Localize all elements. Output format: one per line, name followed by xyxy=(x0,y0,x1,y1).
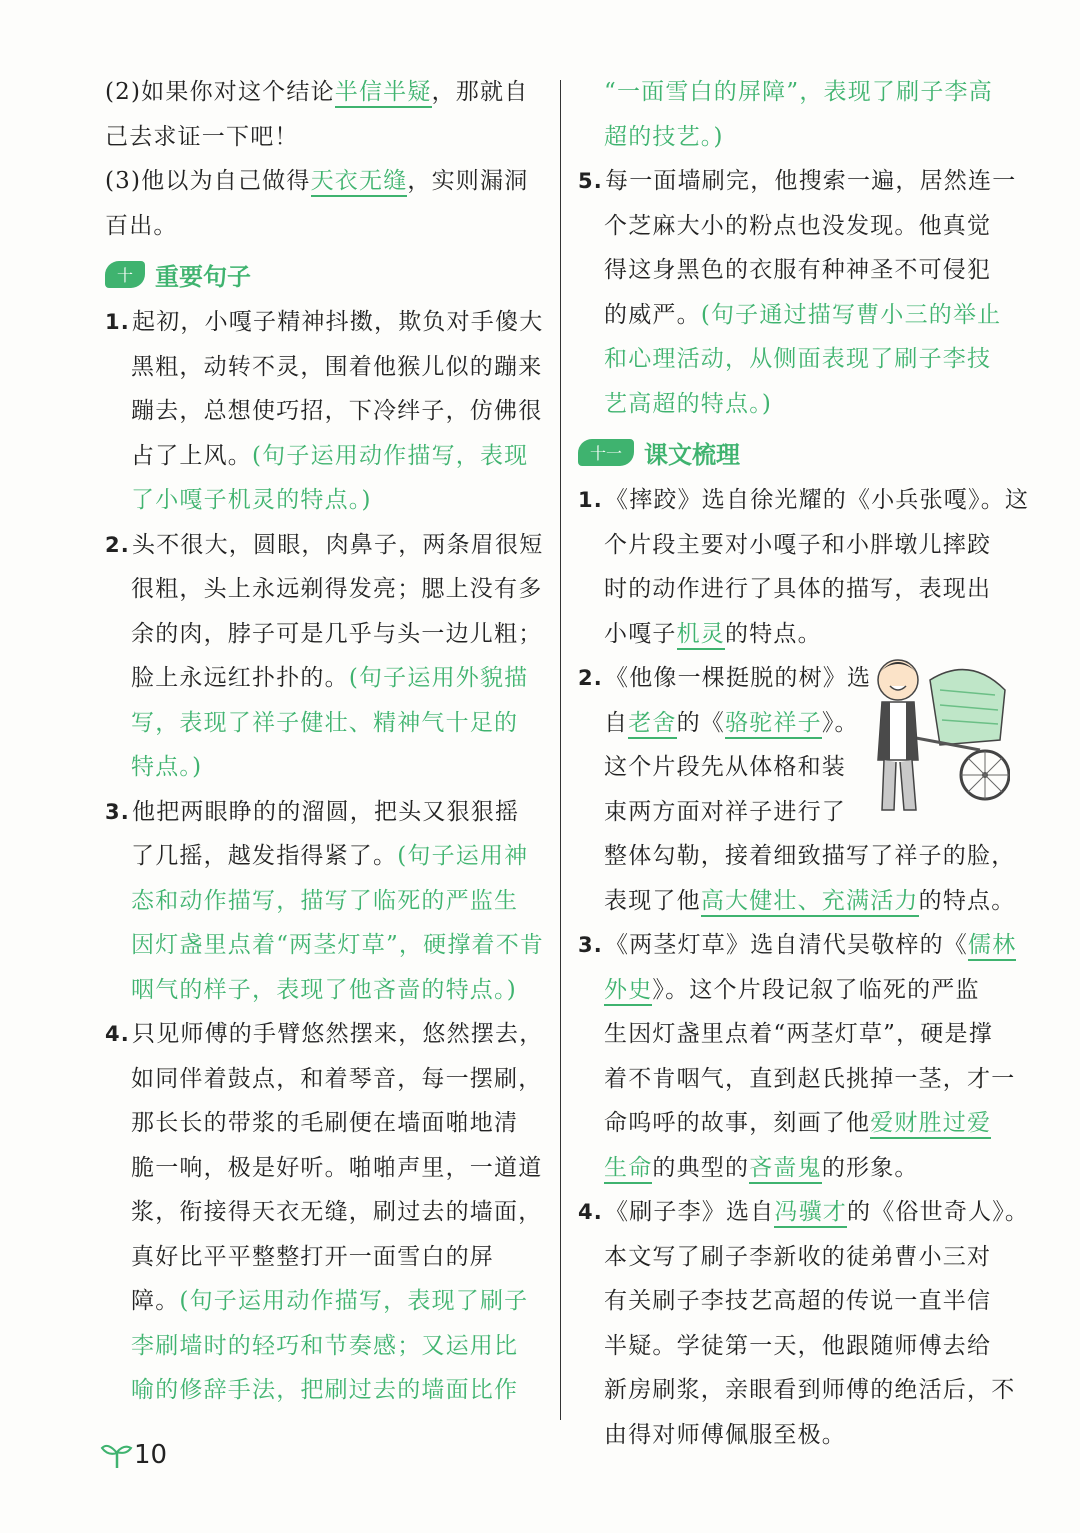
text-line: 得这身黑色的衣服有种神圣不可侵犯 xyxy=(604,257,992,283)
page-number-text: 10 xyxy=(134,1440,168,1470)
text-line xyxy=(105,834,545,879)
text: 《刷子李》选自 xyxy=(605,1199,775,1225)
annotation-line: 和心理活动，从侧面表现了刷子李技 xyxy=(604,346,992,372)
answer-underlined: 骆驼祥子 xyxy=(725,710,822,739)
text-line xyxy=(105,70,545,115)
item-number: 1. xyxy=(105,310,130,334)
text-line: 脆一响，极是好听。啪啪声里，一道道 xyxy=(131,1154,543,1181)
annotation-line: 写，表现了祥子健壮、精神气十足的 xyxy=(131,709,519,736)
text: 他把两眼睁的的溜圆，把头又狠狠摇 xyxy=(132,798,520,825)
text-line: 由得对师傅佩服至极。 xyxy=(604,1421,846,1448)
text: 的特点。 xyxy=(918,887,1016,914)
text-line: 如同伴着鼓点，和着琴音，每一摆刷， xyxy=(131,1065,543,1092)
text: 》。这个片段记叙了临死的严监 xyxy=(652,976,980,1003)
answer-underlined: 高大健壮、充满活力 xyxy=(701,888,919,917)
summary-4 xyxy=(578,1190,1030,1235)
text-line: 很粗，头上永远剃得发亮；腮上没有多 xyxy=(131,576,543,602)
text-line: 真好比平平整整打开一面雪白的屏 xyxy=(131,1243,494,1270)
text: 《摔跤》选自徐光耀的《小兵张嘎》。这 xyxy=(605,487,1030,513)
item-number: 1. xyxy=(578,488,603,512)
annotation: (句子运用动作描写，表现 xyxy=(252,442,529,469)
text-line: 时的动作进行了具体的描写，表现出 xyxy=(604,576,992,602)
text: 的典型的 xyxy=(652,1154,750,1181)
text: 的形象。 xyxy=(821,1154,919,1181)
text-line xyxy=(105,656,545,701)
page-number xyxy=(100,1440,167,1470)
text: 了几摇，越发指得紧了。 xyxy=(131,843,398,869)
text-line: 着不肯咽气，直到赵氏挑掉一茎，才一 xyxy=(604,1065,1016,1092)
text: 头不很大，圆眼，肉鼻子，两条眉很短 xyxy=(132,531,544,558)
text: 障。 xyxy=(131,1288,180,1314)
text: 表现了他 xyxy=(604,887,701,914)
item-number: 4. xyxy=(105,1022,130,1046)
text: 起初，小嘎子精神抖擞，欺负对手傻大 xyxy=(132,309,544,335)
text: 占了上风。 xyxy=(131,442,252,469)
text-line: 那长长的带浆的毛刷便在墙面啪地清 xyxy=(131,1110,519,1136)
annotation: (句子运用神 xyxy=(397,843,529,869)
text-line xyxy=(578,293,1018,338)
answer-underlined: 天衣无缝 xyxy=(311,168,408,197)
sentence-4 xyxy=(105,1012,545,1057)
annotation-line: 态和动作描写，描写了临死的严监生 xyxy=(131,887,519,914)
answer-underlined: 机灵 xyxy=(677,621,725,650)
sentence-3 xyxy=(105,790,545,835)
text-line: 生因灯盏里点着“两茎灯草”，硬是撑 xyxy=(604,1021,993,1047)
text-line: 黑粗，动转不灵，围着他猴儿似的蹦来 xyxy=(131,353,543,380)
sentence-2 xyxy=(105,523,545,568)
section-title: 课文梳理 xyxy=(644,440,741,469)
text: (3)他以为自己做得 xyxy=(105,168,311,194)
answer-underlined: 生命 xyxy=(604,1155,652,1184)
text-line: 己去求证一下吧！ xyxy=(105,123,299,150)
text-line: 半疑。学徒第一天，他跟随师傅去给 xyxy=(604,1332,992,1359)
text-line xyxy=(578,968,1018,1013)
column-divider xyxy=(560,80,561,1420)
text: ，那就自 xyxy=(431,79,529,105)
sentence-1 xyxy=(105,300,545,345)
answer-underlined: 儒林 xyxy=(968,932,1016,961)
annotation-line: 因灯盏里点着“两茎灯草”，硬撑着不肯 xyxy=(131,932,545,958)
text-line: 百出。 xyxy=(105,212,178,239)
text-line: 蹦去，总想使巧招，下冷绊子，仿佛很 xyxy=(131,398,543,424)
answer-underlined: 吝啬鬼 xyxy=(749,1155,822,1184)
text: 命呜呼的故事，刻画了他 xyxy=(604,1110,871,1136)
text: 的威严。 xyxy=(604,301,701,328)
text: 每一面墙刷完，他搜索一遍，居然连一 xyxy=(605,168,1017,194)
rickshaw-illustration xyxy=(860,650,1010,820)
text-line xyxy=(105,434,545,479)
section-title: 重要句子 xyxy=(155,262,252,291)
answer-underlined: 半信半疑 xyxy=(335,79,432,108)
answer-underlined: 冯骥才 xyxy=(774,1199,847,1228)
text: 》。 xyxy=(821,709,859,736)
section-heading-10 xyxy=(105,250,545,298)
annotation-line: 艺高超的特点。) xyxy=(604,390,773,417)
annotation-line: “一面雪白的屏障”，表现了刷子李高 xyxy=(604,79,993,105)
annotation-line: 喻的修辞手法，把刷过去的墙面比作 xyxy=(131,1377,519,1403)
text-line xyxy=(578,1101,1018,1146)
answer-underlined: 老舍 xyxy=(628,710,676,739)
item-number: 2. xyxy=(105,532,130,557)
text: 的特点。 xyxy=(725,620,822,647)
item-number: 3. xyxy=(105,799,130,824)
text-line: 个片段主要对小嘎子和小胖墩儿摔跤 xyxy=(604,531,992,558)
answer-underlined: 爱财胜过爱 xyxy=(870,1110,991,1139)
text-line: 本文写了刷子李新收的徒弟曹小三对 xyxy=(604,1243,992,1270)
text-line: 这个片段先从体格和装 xyxy=(604,754,846,780)
sprout-icon xyxy=(100,1440,134,1470)
summary-3 xyxy=(578,923,1018,968)
text-line: 浆，衔接得天衣无缝，刷过去的墙面， xyxy=(131,1199,543,1225)
item-number: 5. xyxy=(578,169,603,193)
text: 《他像一棵挺脱的树》选 xyxy=(605,665,872,691)
annotation: (句子运用动作描写，表现了刷子 xyxy=(179,1288,529,1314)
answer-underlined: 外史 xyxy=(604,977,652,1006)
text-line xyxy=(578,879,1018,924)
text-line xyxy=(578,1146,1018,1191)
section-badge: 十一 xyxy=(578,439,634,466)
text-line: 个芝麻大小的粉点也没发现。他真觉 xyxy=(604,212,992,239)
annotation-line: 特点。) xyxy=(131,754,203,780)
right-column xyxy=(578,70,1030,1457)
text: 自 xyxy=(604,709,629,736)
section-badge: 十 xyxy=(105,261,145,288)
item-number: 4. xyxy=(578,1200,603,1224)
text-line: 束两方面对祥子进行了 xyxy=(604,798,846,825)
sentence-5 xyxy=(578,159,1018,204)
item-number: 2. xyxy=(578,666,603,690)
text: ，实则漏洞 xyxy=(407,168,529,194)
annotation-line: 了小嘎子机灵的特点。) xyxy=(131,487,372,513)
text: 的《 xyxy=(676,709,726,736)
summary-1 xyxy=(578,478,1030,523)
text-line: 新房刷浆，亲眼看到师傅的绝活后，不 xyxy=(604,1377,1016,1403)
annotation-line: 超的技艺。) xyxy=(604,123,724,150)
text: 小嘎子 xyxy=(604,620,677,647)
text-line xyxy=(105,159,545,204)
text: 《两茎灯草》选自清代吴敬梓的《 xyxy=(605,932,968,958)
text: 脸上永远红扑扑的。 xyxy=(131,665,349,691)
text: 的《俗世奇人》。 xyxy=(847,1199,1030,1225)
annotation-line: 李刷墙时的轻巧和节奏感；又运用比 xyxy=(131,1332,519,1359)
left-column xyxy=(105,70,545,1413)
text-line: 余的肉，脖子可是几乎与头一边儿粗； xyxy=(131,620,543,647)
text: 只见师傅的手臂悠然摆来，悠然摆去， xyxy=(132,1021,544,1047)
text-line: 整体勾勒，接着细致描写了祥子的脸， xyxy=(604,843,1016,869)
annotation: (句子通过描写曹小三的举止 xyxy=(700,301,1002,328)
text-line: 有关刷子李技艺高超的传说一直半信 xyxy=(604,1288,992,1314)
item-number: 3. xyxy=(578,933,603,957)
text: (2)如果你对这个结论 xyxy=(105,79,335,105)
text-line xyxy=(105,1279,545,1324)
annotation: (句子运用外貌描 xyxy=(348,665,529,691)
section-heading-11 xyxy=(578,428,1018,476)
annotation-line: 咽气的样子，表现了他吝啬的特点。) xyxy=(131,976,517,1003)
